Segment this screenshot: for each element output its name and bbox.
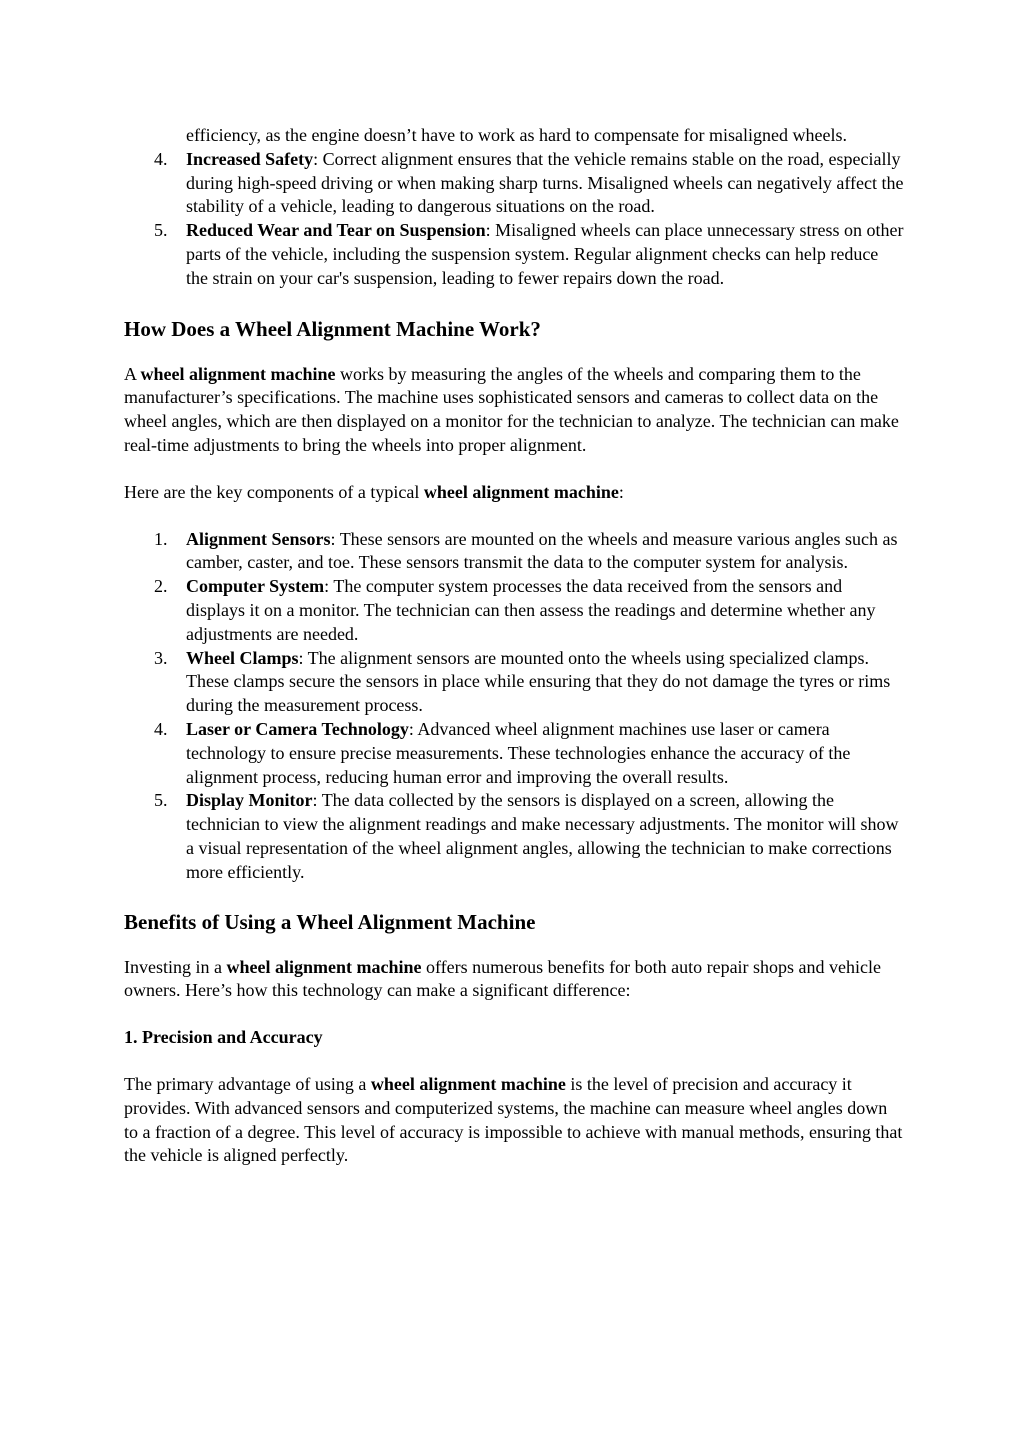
paragraph-text: The primary advantage of using a (124, 1073, 371, 1094)
list-item-text: : Misaligned wheels can place unnecessary stress on other parts of the vehicle, including the suspension system. Regular alignment checks can help reduce the strain on your car's suspension, leading to fewer repairs down the road. (186, 220, 904, 288)
paragraph-bold-text: wheel alignment machine (423, 481, 619, 502)
list-item-text: : Advanced wheel alignment machines use laser or camera technology to ensure precise measurements. These technologies enhance the accuracy of the alignment process, reducing human error and improving the overall results. (186, 718, 851, 787)
list-item-text: : Correct alignment ensures that the vehicle remains stable on the road, especially during high-speed driving or when making sharp turns. Misaligned wheels can negatively affect the stability of a vehicle, leading to dangerous situations on the road. (186, 148, 904, 217)
paragraph-text: A (124, 363, 141, 384)
list-item-text: : The computer system processes the data received from the sensors and displays it on a monitor. The technician can then assess the readings and determine whether any adjustments are needed. (186, 576, 876, 644)
section-heading-benefits: Benefits of Using a Wheel Alignment Machine (124, 909, 536, 934)
list-item-term: Laser or Camera Technology (186, 718, 409, 739)
list-item-number: 5. (154, 220, 168, 241)
list-item (124, 528, 904, 576)
list-item (124, 219, 904, 290)
list-item (124, 718, 904, 789)
paragraph-text: : (618, 481, 624, 502)
list-item (124, 789, 904, 884)
paragraph-components-intro (124, 481, 904, 505)
paragraph-bold-text: wheel alignment machine (226, 956, 422, 977)
paragraph-text: Here are the key components of a typical (124, 481, 424, 502)
list-item-text: : The alignment sensors are mounted onto the wheels using specialized clamps. These clamps secure the sensors in place while ensuring that they do not damage the tyres or rims during the measurement process. (186, 647, 891, 716)
list-item (124, 575, 904, 646)
paragraph-precision (124, 1073, 904, 1168)
paragraph-bold-text: wheel alignment machine (140, 363, 336, 384)
list-item-number: 4. (154, 718, 168, 739)
paragraph-text: Investing in a (124, 956, 227, 977)
list-item-term: Display Monitor (186, 790, 313, 811)
list-item-text: : The data collected by the sensors is displayed on a screen, allowing the technician to view the alignment readings and make necessary adjustments. The monitor will show a visual representation of the wheel alignment angles, allowing the technician to make corrections more efficiently. (186, 790, 899, 882)
paragraph-how-it-works (124, 363, 904, 458)
list-item-number: 2. (154, 576, 168, 597)
list-item-term: Increased Safety (186, 148, 314, 169)
section-heading-how-it-works: How Does a Wheel Alignment Machine Work? (124, 316, 541, 341)
list-item-continuation: efficiency, as the engine doesn’t have to work as hard to compensate for misaligned wheels. (186, 125, 847, 145)
paragraph-benefits-intro (124, 956, 904, 1004)
list-item-number: 3. (154, 647, 168, 668)
list-item (124, 148, 904, 219)
list-item-term: Wheel Clamps (186, 647, 299, 668)
document-page (124, 124, 904, 1168)
list-item-number: 5. (154, 790, 168, 811)
paragraph-bold-text: wheel alignment machine (370, 1073, 566, 1094)
benefits-list-continued (124, 148, 904, 291)
components-list (124, 528, 904, 885)
paragraph-text: offers numerous benefits for both auto repair shops and vehicle owners. Here’s how this technology can make a significant difference: (124, 956, 882, 1001)
subheading-precision: 1. Precision and Accuracy (124, 1027, 323, 1048)
list-item-text: : These sensors are mounted on the wheels and measure various angles such as camber, caster, and toe. These sensors transmit the data to the computer system for analysis. (186, 528, 898, 573)
paragraph-text: is the level of precision and accuracy it provides. With advanced sensors and computerized systems, the machine can measure wheel angles down to a fraction of a degree. This level of accuracy is impossible to achieve with manual methods, ensuring that the vehicle is aligned perfectly. (124, 1073, 903, 1166)
list-item-term: Reduced Wear and Tear on Suspension (186, 220, 486, 241)
list-item (124, 647, 904, 718)
list-item-term: Computer System (186, 576, 325, 597)
list-item-term: Alignment Sensors (186, 528, 331, 549)
list-item-number: 1. (154, 528, 168, 549)
paragraph-text: works by measuring the angles of the wheels and comparing them to the manufacturer’s specifications. The machine uses sophisticated sensors and cameras to collect data on the wheel angles, which are then displayed on a monitor for the technician to analyze. The technician can make real-time adjustments to bring the wheels into proper alignment. (124, 363, 899, 455)
list-item-number: 4. (154, 148, 168, 169)
